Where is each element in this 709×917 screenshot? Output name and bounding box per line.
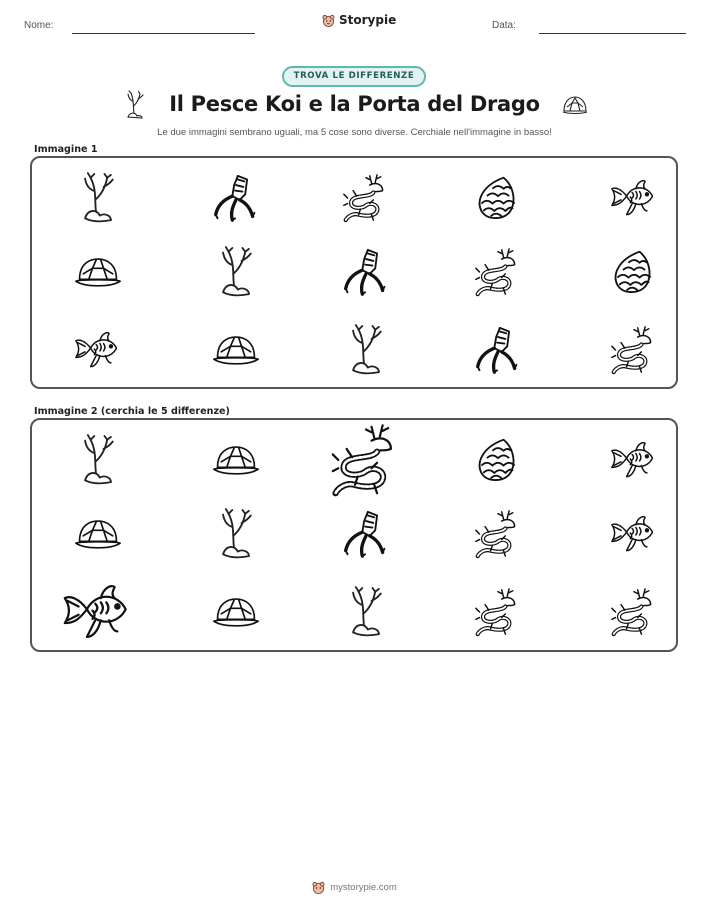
goldfish-icon bbox=[610, 174, 658, 222]
picture-cell[interactable] bbox=[342, 248, 390, 296]
brand-name: Storypie bbox=[339, 13, 397, 27]
scale-egg-icon bbox=[474, 174, 522, 222]
picture-cell[interactable] bbox=[212, 510, 260, 558]
storypie-mascot-icon bbox=[322, 14, 335, 27]
picture-cell[interactable] bbox=[342, 588, 390, 636]
picture-cell[interactable] bbox=[474, 588, 522, 636]
activity-badge: TROVA LE DIFFERENZE bbox=[282, 66, 426, 87]
picture-cell[interactable] bbox=[212, 326, 260, 374]
dragon-icon bbox=[474, 588, 522, 636]
panel-1-label: Immagine 1 bbox=[34, 144, 98, 155]
dragon-icon bbox=[610, 326, 658, 374]
picture-cell[interactable] bbox=[610, 248, 658, 296]
picture-cell[interactable] bbox=[342, 174, 390, 222]
picture-cell[interactable] bbox=[74, 248, 122, 296]
goldfish-icon bbox=[610, 436, 658, 484]
dragon-icon bbox=[330, 424, 402, 496]
coral-icon bbox=[212, 510, 260, 558]
claw-icon bbox=[474, 326, 522, 374]
picture-cell[interactable] bbox=[212, 174, 260, 222]
turtle-shell-icon bbox=[74, 248, 122, 296]
picture-cell[interactable] bbox=[342, 326, 390, 374]
coral-icon bbox=[342, 326, 390, 374]
panel-2-label: Immagine 2 (cerchia le 5 differenze) bbox=[34, 406, 230, 417]
image-panel-2[interactable] bbox=[30, 418, 678, 652]
picture-cell[interactable] bbox=[474, 174, 522, 222]
picture-cell[interactable] bbox=[74, 326, 122, 374]
dragon-icon bbox=[342, 174, 390, 222]
picture-cell[interactable] bbox=[474, 248, 522, 296]
picture-cell[interactable] bbox=[610, 174, 658, 222]
picture-cell[interactable] bbox=[610, 436, 658, 484]
goldfish-icon bbox=[62, 576, 134, 648]
picture-cell[interactable] bbox=[474, 326, 522, 374]
turtle-shell-icon bbox=[561, 94, 589, 116]
dragon-icon bbox=[610, 588, 658, 636]
image-panel-1[interactable] bbox=[30, 156, 678, 389]
footer-url[interactable]: mystorypie.com bbox=[330, 882, 397, 893]
picture-cell[interactable] bbox=[212, 588, 260, 636]
picture-cell[interactable] bbox=[330, 424, 402, 496]
dragon-icon bbox=[474, 248, 522, 296]
picture-cell[interactable] bbox=[212, 436, 260, 484]
picture-cell[interactable] bbox=[74, 436, 122, 484]
footer bbox=[0, 881, 709, 894]
coral-icon bbox=[74, 436, 122, 484]
dragon-icon bbox=[474, 510, 522, 558]
coral-icon bbox=[212, 248, 260, 296]
brand-logo bbox=[322, 13, 396, 27]
turtle-shell-icon bbox=[212, 326, 260, 374]
page-title: Il Pesce Koi e la Porta del Drago bbox=[169, 92, 540, 116]
date-label: Data: bbox=[492, 20, 516, 31]
turtle-shell-icon bbox=[212, 588, 260, 636]
coral-icon bbox=[342, 588, 390, 636]
picture-cell[interactable] bbox=[342, 510, 390, 558]
picture-cell[interactable] bbox=[74, 510, 122, 558]
goldfish-icon bbox=[74, 326, 122, 374]
claw-icon bbox=[342, 510, 390, 558]
picture-cell[interactable] bbox=[74, 174, 122, 222]
picture-cell[interactable] bbox=[610, 588, 658, 636]
name-label: Nome: bbox=[24, 20, 54, 31]
turtle-shell-icon bbox=[74, 510, 122, 558]
storypie-mascot-icon bbox=[312, 881, 325, 894]
name-line[interactable] bbox=[72, 33, 255, 34]
picture-cell[interactable] bbox=[62, 576, 134, 648]
scale-egg-icon bbox=[474, 436, 522, 484]
claw-icon bbox=[342, 248, 390, 296]
coral-icon bbox=[74, 174, 122, 222]
picture-cell[interactable] bbox=[474, 436, 522, 484]
claw-icon bbox=[212, 174, 260, 222]
picture-cell[interactable] bbox=[610, 326, 658, 374]
goldfish-icon bbox=[610, 510, 658, 558]
scale-egg-icon bbox=[610, 248, 658, 296]
picture-cell[interactable] bbox=[610, 510, 658, 558]
picture-cell[interactable] bbox=[474, 510, 522, 558]
turtle-shell-icon bbox=[212, 436, 260, 484]
picture-cell[interactable] bbox=[212, 248, 260, 296]
date-line[interactable] bbox=[539, 33, 686, 34]
instructions: Le due immagini sembrano uguali, ma 5 cose sono diverse. Cerchiale nell'immagine in basso! bbox=[157, 127, 552, 138]
